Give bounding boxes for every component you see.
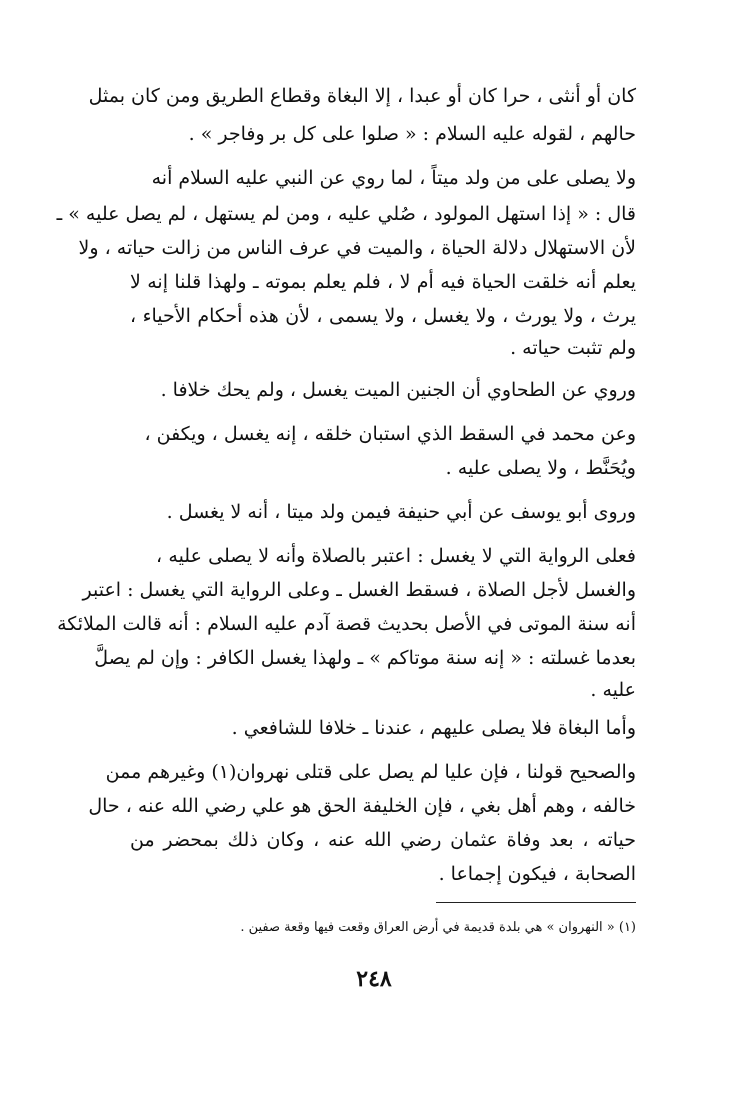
body-line: وروى أبو يوسف عن أبي حنيفة فيمن ولد ميتا ، أنه لا يغسل . xyxy=(166,501,636,523)
body-line: عليه . xyxy=(590,679,636,701)
body-line: لأن الاستهلال دلالة الحياة ، والميت في عرف الناس من زالت حياته ، ولا xyxy=(78,237,636,259)
body-line: وعن محمد في السقط الذي استبان خلقه ، إنه يغسل ، ويكفن ، xyxy=(144,423,636,445)
body-line: يعلم أنه خلقت الحياة فيه أم لا ، فلم يعلم بموته ـ ولهذا قلنا إنه لا xyxy=(130,271,636,293)
body-line: أنه سنة الموتى في الأصل بحديث قصة آدم عليه السلام : أنه قالت الملائكة xyxy=(57,613,636,635)
body-line: الصحابة ، فيكون إجماعا . xyxy=(438,863,636,885)
footnote: (١) « النهروان » هي بلدة قديمة في أرض العراق وقعت فيها وقعة صفين . xyxy=(240,920,636,935)
body-line: فعلى الرواية التي لا يغسل : اعتبر بالصلاة وأنه لا يصلى عليه ، xyxy=(156,545,636,567)
body-line: كان أو أنثى ، حرا كان أو عبدا ، إلا البغاة وقطاع الطريق ومن كان بمثل xyxy=(88,85,636,107)
body-line: قال : « إذا استهل المولود ، صُلي عليه ، ومن لم يستهل ، لم يصل عليه » ـ xyxy=(56,203,636,225)
footnote-divider xyxy=(436,902,636,903)
body-line: بعدما غسلته : « إنه سنة موتاكم » ـ ولهذا يغسل الكافر : وإن لم يصلَّ xyxy=(94,647,636,669)
body-line: حياته ، بعد وفاة عثمان رضي الله عنه ، وكان ذلك بمحضر من xyxy=(130,829,636,851)
body-line: خالفه ، وهم أهل بغي ، فإن الخليفة الحق هو علي رضي الله عنه ، حال xyxy=(88,795,636,817)
body-line: والغسل لأجل الصلاة ، فسقط الغسل ـ وعلى الرواية التي يغسل : اعتبر xyxy=(82,579,636,601)
body-line: وروي عن الطحاوي أن الجنين الميت يغسل ، ولم يحك خلافا . xyxy=(160,379,636,401)
body-line: ولا يصلى على من ولد ميتاً ، لما روي عن النبي عليه السلام أنه xyxy=(151,167,636,189)
body-line: حالهم ، لقوله عليه السلام : « صلوا على كل بر وفاجر » . xyxy=(188,123,636,145)
body-line: ويُحَنَّط ، ولا يصلى عليه . xyxy=(445,457,636,479)
page-number: ٢٤٨ xyxy=(356,966,392,992)
body-line: وأما البغاة فلا يصلى عليهم ، عندنا ـ خلافا للشافعي . xyxy=(231,717,636,739)
body-line: يرث ، ولا يورث ، ولا يغسل ، ولا يسمى ، لأن هذه أحكام الأحياء ، xyxy=(130,305,636,327)
body-line: ولم تثبت حياته . xyxy=(510,337,636,359)
body-line: والصحيح قولنا ، فإن عليا لم يصل على قتلى نهروان(١) وغيرهم ممن xyxy=(105,761,636,783)
